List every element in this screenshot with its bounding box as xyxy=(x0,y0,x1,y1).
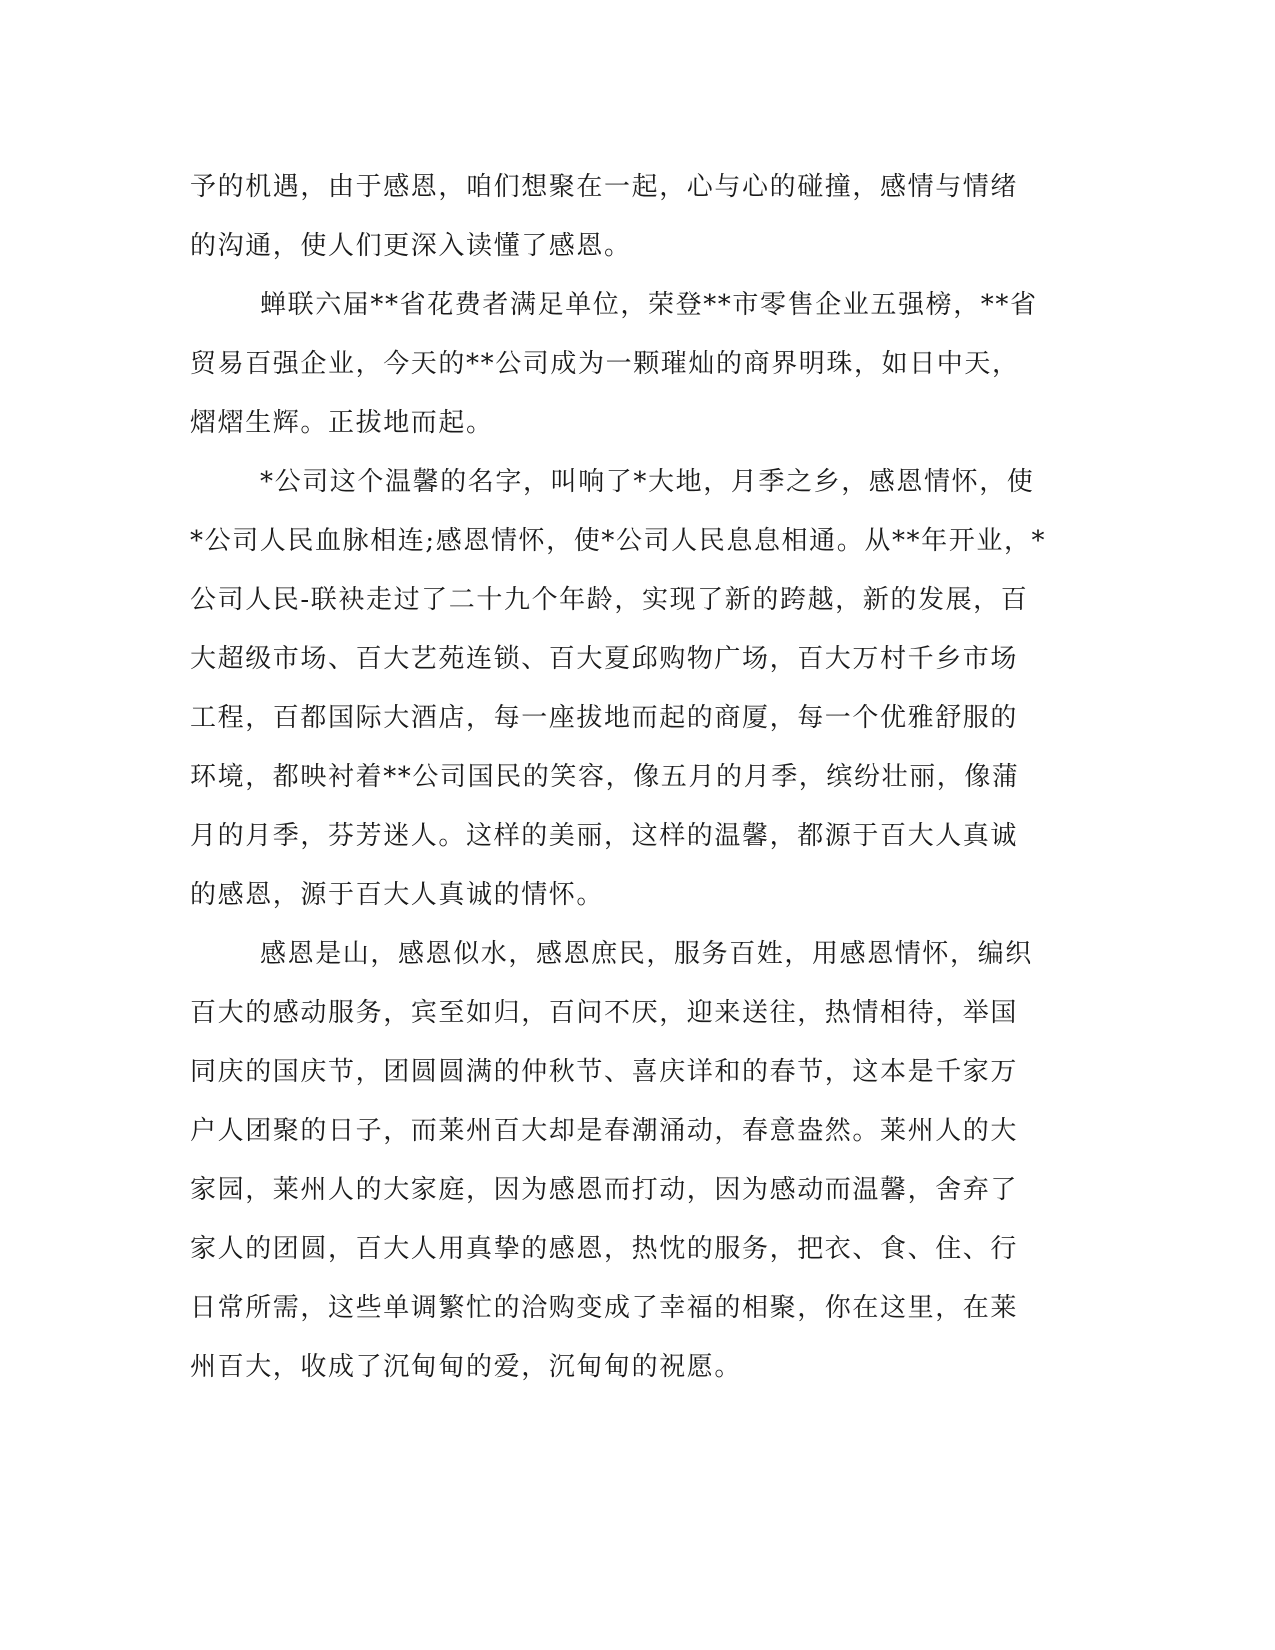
text-line: 家园，莱州人的大家庭，因为感恩而打动，因为感动而温馨，舍弃了 xyxy=(190,1175,1019,1205)
text-line: 的感恩，源于百大人真诚的情怀。 xyxy=(190,880,605,910)
text-line: 蝉联六届**省花费者满足单位，荣登**市零售企业五强榜，**省 xyxy=(260,290,1038,320)
text-line: 感恩是山，感恩似水，感恩庶民，服务百姓，用感恩情怀，编织 xyxy=(260,939,1033,969)
text-line: 月的月季，芬芳迷人。这样的美丽，这样的温馨，都源于百大人真诚 xyxy=(190,821,1019,851)
text-line: 同庆的国庆节，团圆圆满的仲秋节、喜庆详和的春节，这本是千家万 xyxy=(190,1057,1019,1087)
paragraph xyxy=(190,925,1085,1397)
text-line: 家人的团圆，百大人用真挚的感恩，热忱的服务，把衣、食、住、行 xyxy=(190,1234,1019,1264)
text-line: 百大的感动服务，宾至如归，百问不厌，迎来送往，热情相待，举国 xyxy=(190,998,1019,1028)
text-line: 公司人民-联袂走过了二十九个年龄，实现了新的跨越，新的发展，百 xyxy=(190,585,1029,615)
text-line: 的沟通，使人们更深入读懂了感恩。 xyxy=(190,231,632,261)
text-line: 熠熠生辉。正拔地而起。 xyxy=(190,408,494,438)
text-line: 予的机遇，由于感恩，咱们想聚在一起，心与心的碰撞，感情与情绪 xyxy=(190,172,1019,202)
text-line: *公司这个温馨的名字，叫响了*大地，月季之乡，感恩情怀，使 xyxy=(260,467,1035,497)
text-line: 工程，百都国际大酒店，每一座拔地而起的商厦，每一个优雅舒服的 xyxy=(190,703,1019,733)
text-line: *公司人民血脉相连;感恩情怀，使*公司人民息息相通。从**年开业，* xyxy=(190,526,1047,556)
document-body xyxy=(190,158,1085,1397)
paragraph xyxy=(190,276,1085,453)
text-line: 贸易百强企业，今天的**公司成为一颗璀灿的商界明珠，如日中天， xyxy=(190,349,1020,379)
text-line: 日常所需，这些单调繁忙的洽购变成了幸福的相聚，你在这里，在莱 xyxy=(190,1293,1019,1323)
paragraph xyxy=(190,453,1085,925)
text-line: 户人团聚的日子，而莱州百大却是春潮涌动，春意盎然。莱州人的大 xyxy=(190,1116,1019,1146)
text-line: 州百大，收成了沉甸甸的爱，沉甸甸的祝愿。 xyxy=(190,1352,743,1382)
paragraph xyxy=(190,158,1085,276)
text-line: 环境，都映衬着**公司国民的笑容，像五月的月季，缤纷壮丽，像蒲 xyxy=(190,762,1020,792)
text-line: 大超级市场、百大艺苑连锁、百大夏邱购物广场，百大万村千乡市场 xyxy=(190,644,1019,674)
